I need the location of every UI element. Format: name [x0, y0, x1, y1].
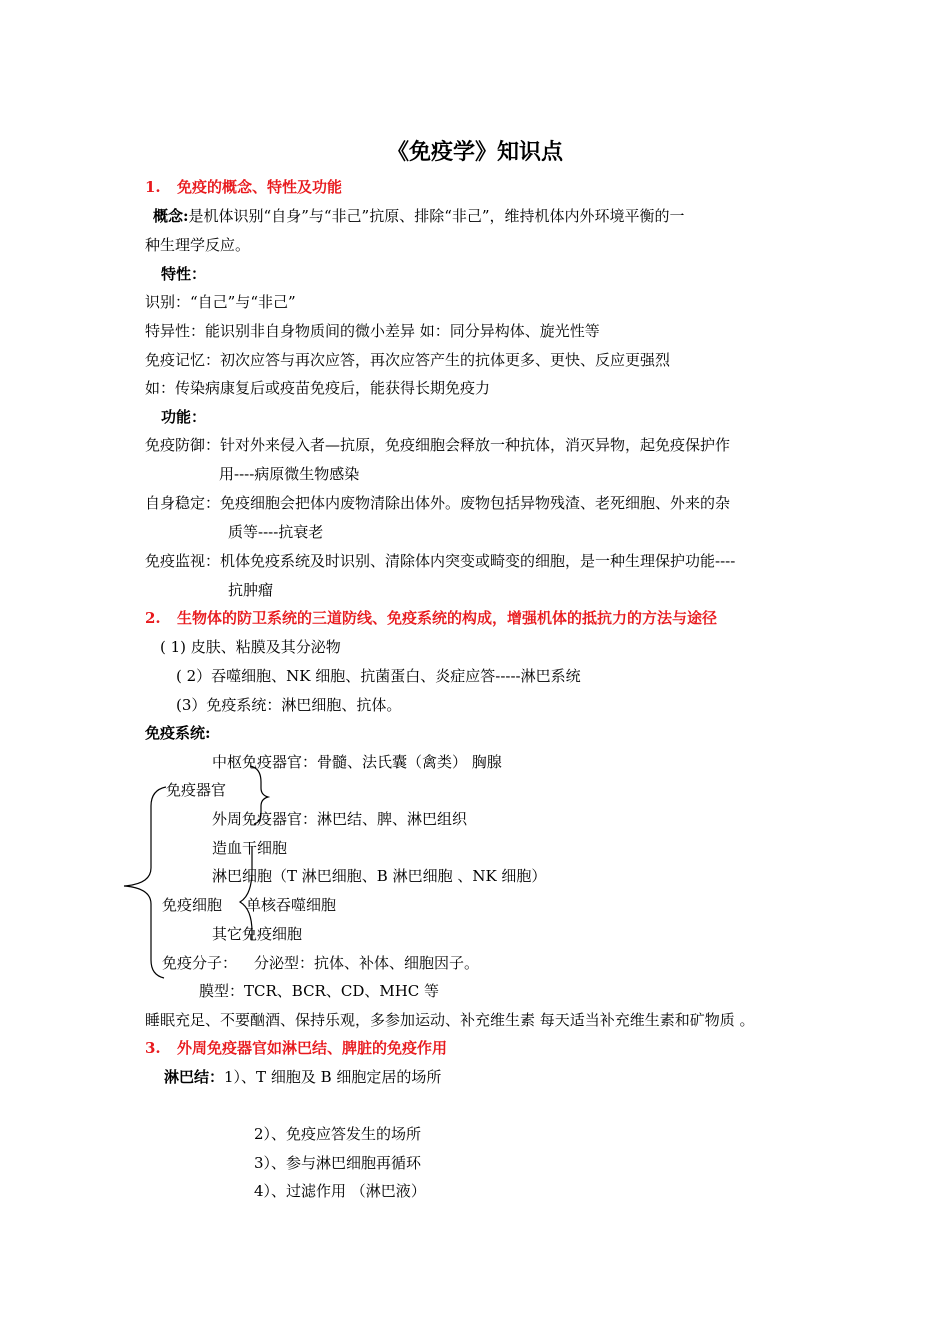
hematopoietic-stem-cells: 造血干细胞: [212, 839, 288, 857]
defense-line-3: (3）免疫系统：淋巴细胞、抗体。: [176, 696, 402, 714]
defense-line-2: ( 2）吞噬细胞、NK 细胞、抗菌蛋白、炎症应答-----淋巴系统: [176, 667, 581, 685]
section-number: 3.: [145, 1039, 161, 1057]
immune-molecules-label: 免疫分子：: [162, 954, 238, 972]
function-homeostasis: 自身稳定：免疫细胞会把体内废物清除出体外。废物包括异物残渣、老死细胞、外来的杂: [145, 494, 731, 512]
immune-system-bracket: [124, 787, 166, 978]
page-title: 《免疫学》知识点: [386, 139, 563, 165]
lymph-node-label: 淋巴结：: [164, 1068, 225, 1086]
mononuclear-phagocytes: 单核吞噬细胞: [246, 896, 337, 914]
section-title: 外周免疫器官如淋巴结、脾脏的免疫作用: [177, 1039, 448, 1057]
lymph-node-item-3: 3）、参与淋巴细胞再循环: [254, 1154, 422, 1172]
traits-label: 特性：: [161, 265, 207, 283]
trait-example: 如：传染病康复后或疫苗免疫后，能获得长期免疫力: [145, 379, 491, 397]
trait-recognition: 识别：“自己”与“非己”: [145, 293, 296, 311]
section-title: 生物体的防卫系统的三道防线、免疫系统的构成，增强机体的抵抗力的方法与途径: [177, 609, 718, 627]
trait-specificity: 特异性：能识别非自身物质间的微小差异 如：同分异构体、旋光性等: [145, 322, 600, 340]
function-defense-cont: 用----病原微生物感染: [219, 465, 360, 483]
section-number: 1.: [145, 178, 161, 196]
function-label: 功能：: [161, 408, 207, 426]
concept-text-cont: 种生理学反应。: [145, 236, 251, 254]
immune-organs-label: 免疫器官: [166, 781, 227, 799]
immune-cells-label: 免疫细胞: [162, 896, 223, 914]
defense-line-1: ( 1) 皮肤、粘膜及其分泌物: [160, 638, 341, 656]
trait-memory: 免疫记忆：初次应答与再次应答，再次应答产生的抗体更多、更快、反应更强烈: [145, 351, 671, 369]
section-number: 2.: [145, 609, 161, 627]
section-3-heading: [145, 1038, 447, 1058]
other-immune-cells: 其它免疫细胞: [212, 925, 303, 943]
lymph-node-item-4: 4）、过滤作用 （淋巴液）: [254, 1182, 426, 1200]
concept-label: 概念:: [153, 207, 189, 225]
lymph-node-item-1: 1）、T 细胞及 B 细胞定居的场所: [224, 1068, 442, 1086]
function-defense: 免疫防御：针对外来侵入者—抗原，免疫细胞会释放一种抗体，消灭异物，起免疫保护作: [145, 436, 731, 454]
function-surveillance: 免疫监视：机体免疫系统及时识别、清除体内突变或畸变的细胞，是一种生理保护功能----: [145, 552, 736, 570]
immune-system-label: 免疫系统:: [145, 724, 211, 742]
peripheral-organs: 外周免疫器官：淋巴结、脾、淋巴组织: [212, 810, 468, 828]
lymph-node-item-2: 2）、免疫应答发生的场所: [254, 1125, 422, 1143]
concept-text: 是机体识别“自身”与“非己”抗原、排除“非己”，维持机体内外环境平衡的一: [188, 207, 685, 225]
health-advice: 睡眠充足、不要酗酒、保持乐观，多参加运动、补充维生素 每天适当补充维生素和矿物质 。: [145, 1011, 755, 1029]
function-surveillance-cont: 抗肿瘤: [228, 581, 274, 599]
secreted-type: 分泌型：抗体、补体、细胞因子。: [254, 954, 480, 972]
membrane-type: 膜型：TCR、BCR、CD、MHC 等: [199, 982, 440, 1000]
central-organs: 中枢免疫器官：骨髓、法氏囊（禽类） 胸腺: [212, 753, 502, 771]
lymphocytes: 淋巴细胞（T 淋巴细胞、B 淋巴细胞 、NK 细胞）: [212, 867, 547, 885]
section-title: 免疫的概念、特性及功能: [177, 178, 343, 196]
lymph-node-line-1: [164, 1067, 441, 1087]
function-homeostasis-cont: 质等----抗衰老: [228, 523, 324, 541]
